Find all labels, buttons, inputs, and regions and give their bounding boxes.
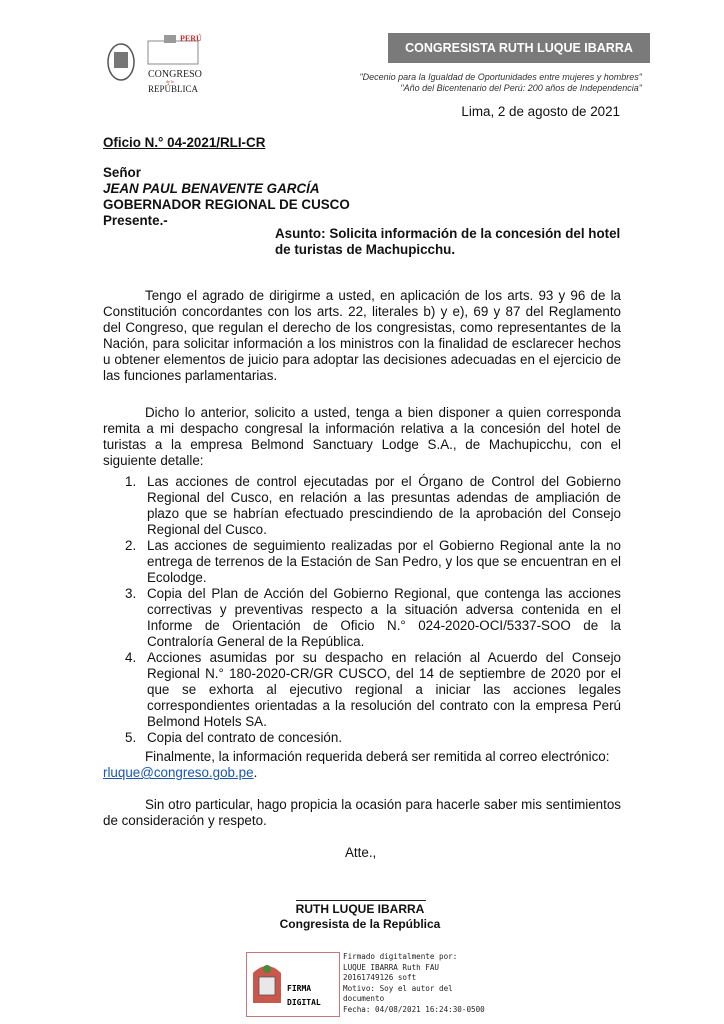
recipient-block xyxy=(103,165,621,229)
presente: Presente.- xyxy=(103,213,168,228)
subject xyxy=(275,226,621,258)
salutation: Señor xyxy=(103,165,141,180)
reference-number: Oficio N.° 04-2021/RLI-CR xyxy=(103,135,266,150)
signature-block xyxy=(230,902,490,932)
list-item: 3. Copia del Plan de Acción del Gobierno Regional, que contenga las acciones correctivas y preventivas respecto a la situación adversa contenida en el Informe de Orientación de Oficio N.° 024-2020-OCI/5337-SOO de la Contraloría General de la República. xyxy=(125,586,621,649)
motto-year: "Año del Bicentenario del Perú: 200 años de Independencia" xyxy=(400,83,642,93)
svg-text:CONGRESO: CONGRESO xyxy=(148,69,202,80)
letter-date: Lima, 2 de agosto de 2021 xyxy=(461,104,620,119)
motto-decade: "Decenio para la Igualdad de Oportunidades entre mujeres y hombres" xyxy=(359,72,642,82)
recipient-name: JEAN PAUL BENAVENTE GARCÍA xyxy=(103,181,320,196)
svg-text:DIGITAL: DIGITAL xyxy=(287,998,321,1007)
paragraph-1: Tengo el agrado de dirigirme a usted, en aplicación de los arts. 93 y 96 de la Constitución concordantes con los arts. 22, literales b) y e), 69 y 87 del Reglamento del Congreso, que regulan el derecho de los congresistas, como representantes de la Nación, para solicitar información a los ministros con la finalidad de esclarecer hechos u obtener elementos de juicio para adoptar las decisiones adecuadas en el ejercicio de las funciones parlamentarias. xyxy=(103,288,621,383)
list-item: 1. Las acciones de control ejecutadas por el Órgano de Control del Gobierno Regional del Cusco, en relación a las presuntas adendas de ampliación de plazo que se habrían efectuado prescindiendo de la aprobación del Consejo Regional del Cusco. xyxy=(125,474,621,537)
subject-text: Solicita información de la concesión del hotel de turistas de Machupicchu. xyxy=(275,226,621,257)
closing-paragraph: Finalmente, la información requerida deberá ser remitida al correo electrónico: rluque@congreso.gob.pe. xyxy=(103,749,621,781)
svg-text:FIRMA: FIRMA xyxy=(287,984,312,993)
svg-text:de la: de la xyxy=(166,79,174,84)
recipient-title: GOBERNADOR REGIONAL DE CUSCO xyxy=(103,197,350,212)
svg-text:REPÚBLICA: REPÚBLICA xyxy=(148,84,199,94)
subject-label: Asunto: xyxy=(275,226,326,241)
request-list xyxy=(103,474,621,746)
digital-signature-stamp xyxy=(246,952,340,1017)
congreso-logo xyxy=(104,32,208,94)
list-item: 5. Copia del contrato de concesión. xyxy=(125,730,343,745)
atte: Atte., xyxy=(345,845,377,860)
list-item: 4. Acciones asumidas por su despacho en relación al Acuerdo del Consejo Regional N.° 180-2020-CR/GR CUSCO, del 14 de septiembre de 2020 por el que se exhorta al ejecutivo regional a iniciar las acciones legales correspondientes orientadas a la resolución del contrato con la empresa Perú Belmond Hotels SA. xyxy=(125,650,621,729)
signer-role: Congresista de la República xyxy=(279,917,441,931)
closing-text: Finalmente, la información requerida deberá ser remitida al correo electrónico: xyxy=(145,749,610,764)
paragraph-2: Dicho lo anterior, solicito a usted, tenga a bien disponer a quien corresponda remita a mi despacho congresal la información relativa a la concesión del hotel de turistas a la empresa Belmond Sanctuary Lodge S.A., de Machupicchu, con el siguiente detalle: xyxy=(103,405,621,468)
digital-signature-details: Firmado digitalmente por: LUQUE IBARRA Ruth FAU 20161749126 soft Motivo: Soy el autor del documento Fecha: 04/08/2021 16:24:30-0500 xyxy=(343,952,485,1014)
signature-line xyxy=(296,900,426,901)
farewell-paragraph: Sin otro particular, hago propicia la ocasión para hacerle saber mis sentimientos de consideración y respeto. xyxy=(103,797,621,828)
email-link[interactable]: rluque@congreso.gob.pe xyxy=(103,765,254,780)
list-item: 2. Las acciones de seguimiento realizadas por el Gobierno Regional ante la no entrega de terrenos de la Estación de San Pedro, y los que se encuentran en el Ecolodge. xyxy=(125,538,621,585)
logo-peru-text: PERÚ xyxy=(180,34,202,43)
peru-coat-of-arms-icon xyxy=(247,953,339,1016)
signer-name: RUTH LUQUE IBARRA xyxy=(295,902,425,916)
header-banner: CONGRESISTA RUTH LUQUE IBARRA xyxy=(388,33,650,63)
